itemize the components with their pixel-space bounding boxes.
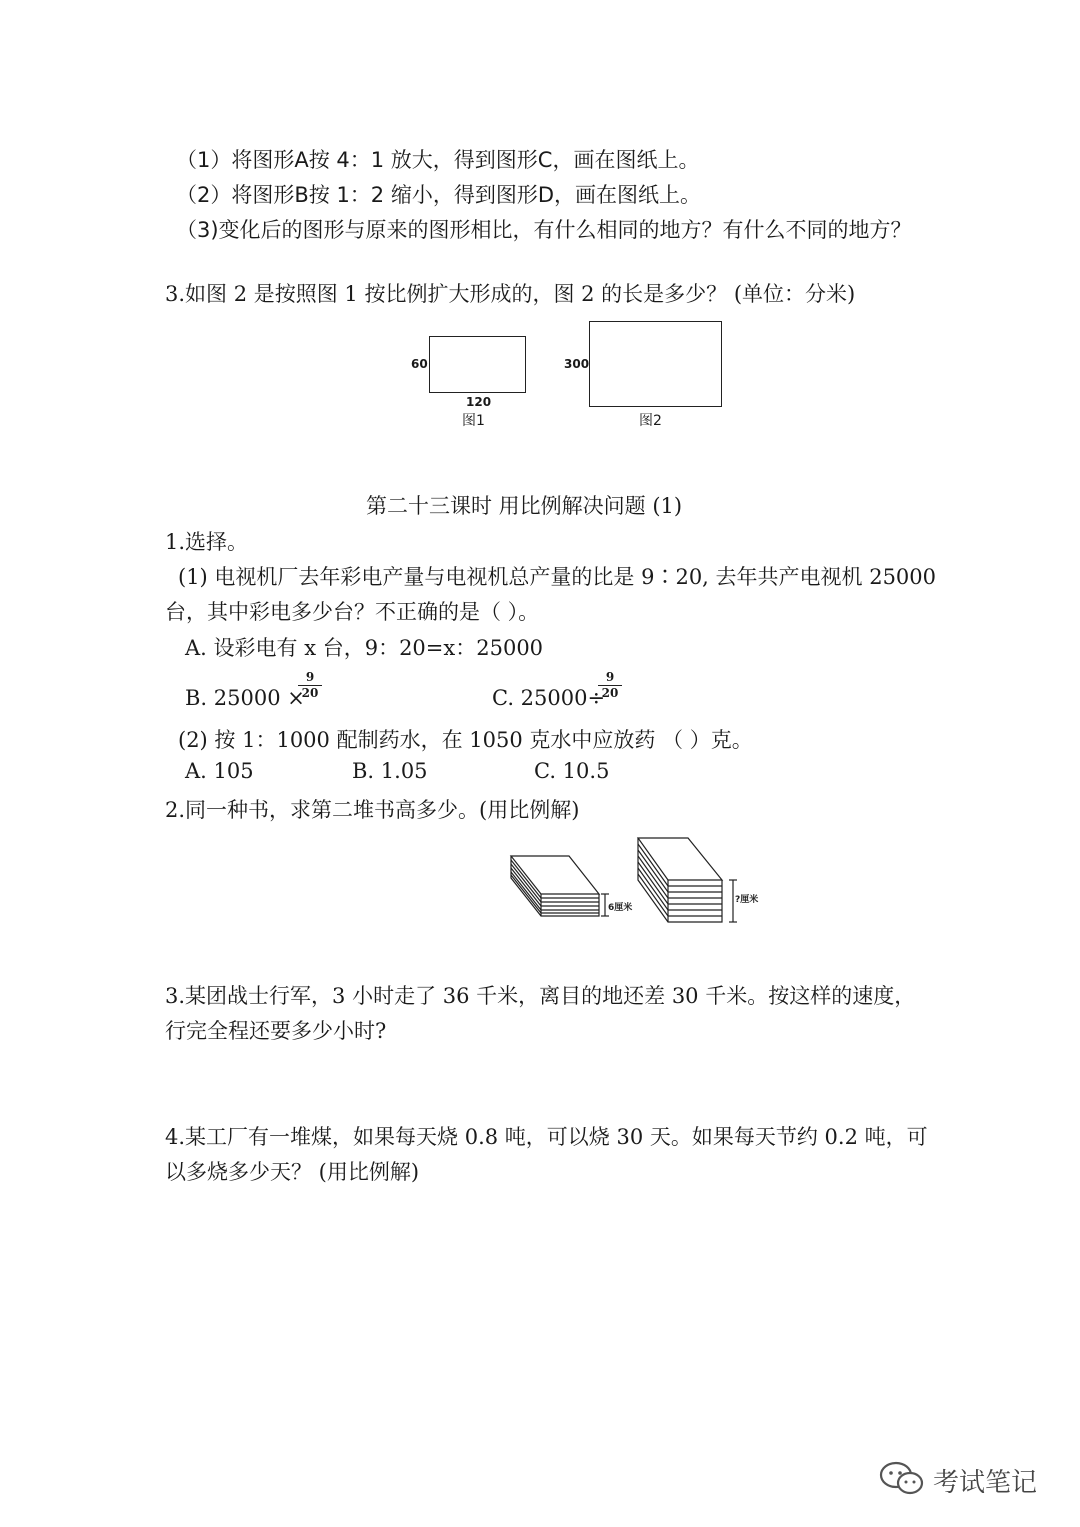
lesson-title: 第二十三课时 用比例解决问题 (1) bbox=[366, 494, 683, 518]
fraction-c bbox=[598, 671, 622, 700]
question-3-line-1: 3.某团战士行军，3 小时走了 36 千米，离目的地还差 30 千米。按这样的速度， bbox=[165, 984, 916, 1008]
figure-1-width-label: 120 bbox=[466, 395, 492, 409]
figure-1-height-label: 60 bbox=[411, 357, 428, 371]
wechat-icon bbox=[878, 1459, 926, 1499]
subtask-1: （1）将图形A按 4：1 放大，得到图形C，画在图纸上。 bbox=[176, 148, 700, 172]
book-stacks-figure bbox=[505, 830, 775, 930]
problem-2-line: (2) 按 1：1000 配制药水，在 1050 克水中应放药 （ ）克。 bbox=[178, 728, 753, 752]
subtask-2: （2）将图形B按 1：2 缩小，得到图形D，画在图纸上。 bbox=[176, 183, 702, 207]
question-3-line-2: 行完全程还要多少小时? bbox=[165, 1019, 387, 1043]
figure-2-rectangle bbox=[589, 321, 722, 407]
problem-2-option-c: C. 10.5 bbox=[534, 759, 610, 783]
fraction-c-numerator: 9 bbox=[605, 670, 615, 684]
problem-2-option-b: B. 1.05 bbox=[352, 759, 428, 783]
figure-1-rectangle bbox=[429, 336, 526, 393]
figure-2-caption: 图2 bbox=[639, 413, 662, 429]
book-stack-1-label: 6厘米 bbox=[608, 903, 633, 913]
figure-2-height-label: 300 bbox=[564, 357, 590, 371]
problem-1-option-b: B. 25000 × bbox=[185, 686, 305, 710]
question-4-line-1: 4.某工厂有一堆煤，如果每天烧 0.8 吨，可以烧 30 天。如果每天节约 0.2 吨，可 bbox=[165, 1125, 928, 1149]
question-4-line-2: 以多烧多少天？ (用比例解) bbox=[165, 1160, 420, 1184]
fraction-b bbox=[298, 671, 322, 700]
subtask-3: （3)变化后的图形与原来的图形相比，有什么相同的地方？有什么不同的地方？ bbox=[176, 218, 912, 242]
problem-2-option-a: A. 105 bbox=[185, 759, 254, 783]
question-2: 2.同一种书，求第二堆书高多少。(用比例解) bbox=[165, 798, 580, 822]
figure-1-caption: 图1 bbox=[462, 413, 485, 429]
problem-1-option-a: A. 设彩电有 x 台，9：20=x：25000 bbox=[185, 636, 544, 660]
fraction-c-denominator: 20 bbox=[601, 686, 619, 700]
fraction-b-denominator: 20 bbox=[301, 686, 319, 700]
book-stack-2-label: ?厘米 bbox=[735, 895, 759, 905]
problem-1-line-2: 台，其中彩电多少台？不正确的是（ ）。 bbox=[165, 600, 540, 624]
problem-1-line-1: (1) 电视机厂去年彩电产量与电视机总产量的比是 9∶20, 去年共产电视机 25000 bbox=[178, 565, 937, 589]
prev-question-3: 3.如图 2 是按照图 1 按比例扩大形成的，图 2 的长是多少？ (单位：分米) bbox=[165, 282, 856, 306]
fraction-b-numerator: 9 bbox=[305, 670, 315, 684]
watermark-text: 考试笔记 bbox=[933, 1468, 1038, 1498]
section-1-heading: 1.选择。 bbox=[165, 530, 249, 554]
problem-1-option-c: C. 25000÷ bbox=[492, 686, 606, 710]
